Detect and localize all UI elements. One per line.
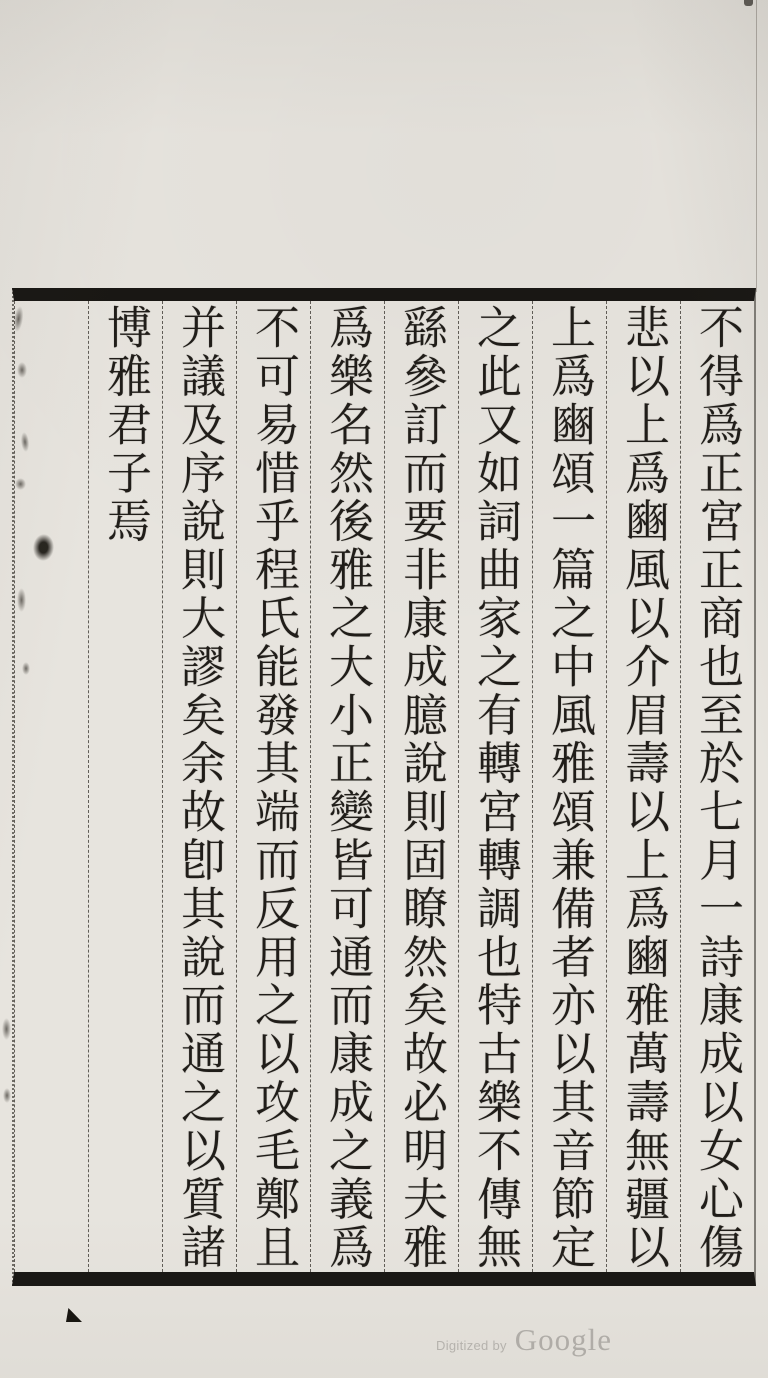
text-column-5 [384,301,458,1272]
ink-smudge [17,362,27,378]
column-text: 爲樂名然後雅之大小正變皆可通而康成之義爲 [321,304,374,1272]
text-column-8 [162,301,236,1272]
ink-smudge [22,662,30,675]
text-column-7 [236,301,310,1272]
ink-smudge [3,1088,11,1103]
text-column-6 [310,301,384,1272]
column-text: 并議及序說則大謬矣余故卽其說而通之以質諸 [173,304,226,1272]
digitized-watermark [436,1322,612,1358]
ink-smudge [15,478,26,490]
ink-mark-triangle [66,1308,82,1322]
column-text: 博雅君子焉 [99,304,152,546]
text-column-2 [606,301,680,1272]
column-text: 不可易惜乎程氏能發其端而反用之以攻毛鄭且 [247,304,300,1272]
column-text: 不得爲正宮正商也至於七月一詩康成以女心傷 [691,304,744,1272]
scan-corner-mark [744,0,753,6]
page-fold-line [756,0,757,292]
google-logo: Google [514,1322,613,1357]
text-column-3 [532,301,606,1272]
page-frame [12,288,756,1286]
text-column-9 [88,301,162,1272]
column-text: 繇參訂而要非康成臆說則固瞭然矣故必明夫雅 [395,304,448,1272]
ink-smudge [17,588,26,612]
column-text: 悲以上爲豳風以介眉壽以上爲豳雅萬壽無疆以 [617,304,670,1272]
text-column-1 [680,301,754,1272]
ink-smudge [32,533,55,561]
text-column-4 [458,301,532,1272]
column-text: 上爲豳頌一篇之中風雅頌兼備者亦以其音節定 [543,304,596,1272]
ink-smudge [2,1018,11,1040]
watermark-prefix: Digitized by [436,1338,507,1353]
column-text: 之此又如詞曲家之有轉宮轉調也特古樂不傳無 [469,304,522,1272]
